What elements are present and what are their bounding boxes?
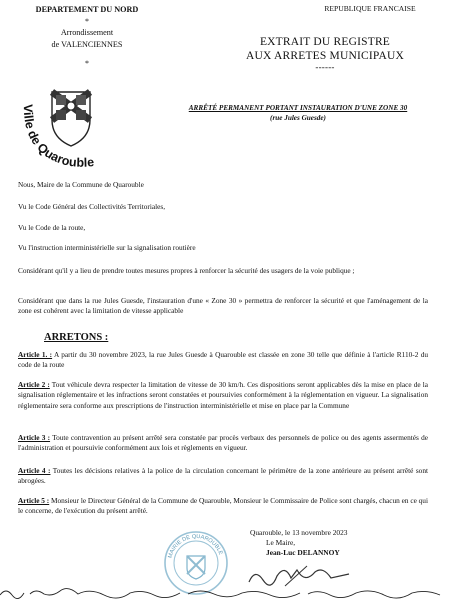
title-dashes: ------ — [315, 62, 335, 72]
article-text: Toute contravention au présent arrêté sera constatée par procès verbaux des personnels de police ou des agents assermentés de l'administration et poursuivie conformément aux lois et règlements en vigueur. — [18, 433, 428, 453]
preamble-line: Vu le Code Général des Collectivités Territoriales, — [18, 202, 166, 211]
considering-paragraph: Considérant que dans la rue Jules Guesde, l'instauration d'une « Zone 30 » permettra de renforcer la sécurité et que l'aménagement de la zone est cohérent avec la limitation de vitesse applicable — [18, 296, 428, 316]
article-label: Article 5 : — [18, 496, 50, 505]
arretons-heading: ARRETONS : — [44, 332, 109, 343]
handwritten-note-image — [0, 585, 450, 600]
article-2 — [18, 380, 428, 411]
preamble-line: Nous, Maire de la Commune de Quarouble — [18, 180, 144, 189]
signature-name: Jean-Luc DELANNOY — [266, 548, 340, 558]
decree-street: (rue Jules Guesde) — [270, 114, 326, 122]
logo-text: Ville de Quarouble — [20, 104, 95, 170]
arrondissement-label: Arrondissement — [60, 28, 114, 37]
article-4 — [18, 466, 428, 487]
article-label: Article 2 : — [18, 380, 50, 389]
signature-block — [232, 528, 382, 559]
article-label: Article 3 : — [18, 433, 51, 442]
article-1 — [18, 350, 428, 371]
article-label: Article 4 : — [18, 466, 51, 475]
signature-role: Le Maire, — [266, 538, 296, 548]
decree-heading: ARRÊTÉ PERMANENT PORTANT INSTAURATION D'UNE ZONE 30 — [188, 104, 408, 112]
arrondissement-name: de VALENCIENNES — [51, 39, 123, 49]
separator-star: * — [85, 16, 89, 26]
document-title — [215, 35, 435, 72]
article-text: Toutes les décisions relatives à la police de la circulation concernant le périmètre de la zone antérieure au présent arrêté sont abrogées. — [18, 466, 428, 486]
decree-subtitle — [143, 103, 450, 123]
article-text: Tout véhicule devra respecter la limitation de vitesse de 30 km/h. Ces dispositions seront applicables dès la mise en place de la signalisation réglementaire et les infractions seront constatées et poursuivies conformément à la réglementation en vigueur. La signalisation réglementaire sera conforme aux prescriptions de l'instruction interministérielle et mise en place par la Commune — [18, 380, 428, 410]
separator-star-2: * — [85, 59, 89, 68]
title-line-2: AUX ARRETES MUNICIPAUX — [246, 50, 404, 62]
considering-paragraph: Considérant qu'il y a lieu de prendre toutes mesures propres à renforcer la sécurité des usagers de la voie publique ; — [18, 266, 355, 275]
article-text: Monsieur le Directeur Général de la Commune de Quarouble, Monsieur le Commissaire de Police sont chargés, chacun en ce qui le concerne, de l'exécution du présent arrêté. — [18, 496, 428, 516]
town-logo — [12, 86, 127, 186]
signature-place-date: Quarouble, le 13 novembre 2023 — [250, 528, 348, 537]
coat-of-arms-icon — [12, 86, 127, 186]
article-label: Article 1. : — [18, 350, 53, 359]
stamp-text: MAIRIE DE QUAROUBLE — [167, 533, 224, 559]
department-label: DEPARTEMENT DU NORD — [35, 5, 139, 14]
republic-label: REPUBLIQUE FRANCAISE — [324, 4, 416, 13]
preamble-line: Vu le Code de la route, — [18, 223, 86, 232]
handwritten-note — [0, 585, 450, 600]
title-line-1: EXTRAIT DU REGISTRE — [259, 36, 391, 48]
preamble-line: Vu l'instruction interministérielle sur la signalisation routière — [18, 243, 196, 252]
article-text: A partir du 30 novembre 2023, la rue Jules Guesde à Quarouble est classée en zone 30 telle que définie à l'article R110-2 du code de la route — [18, 350, 428, 370]
article-3 — [18, 433, 428, 454]
header-administrative-block — [12, 4, 162, 70]
article-5 — [18, 496, 428, 517]
